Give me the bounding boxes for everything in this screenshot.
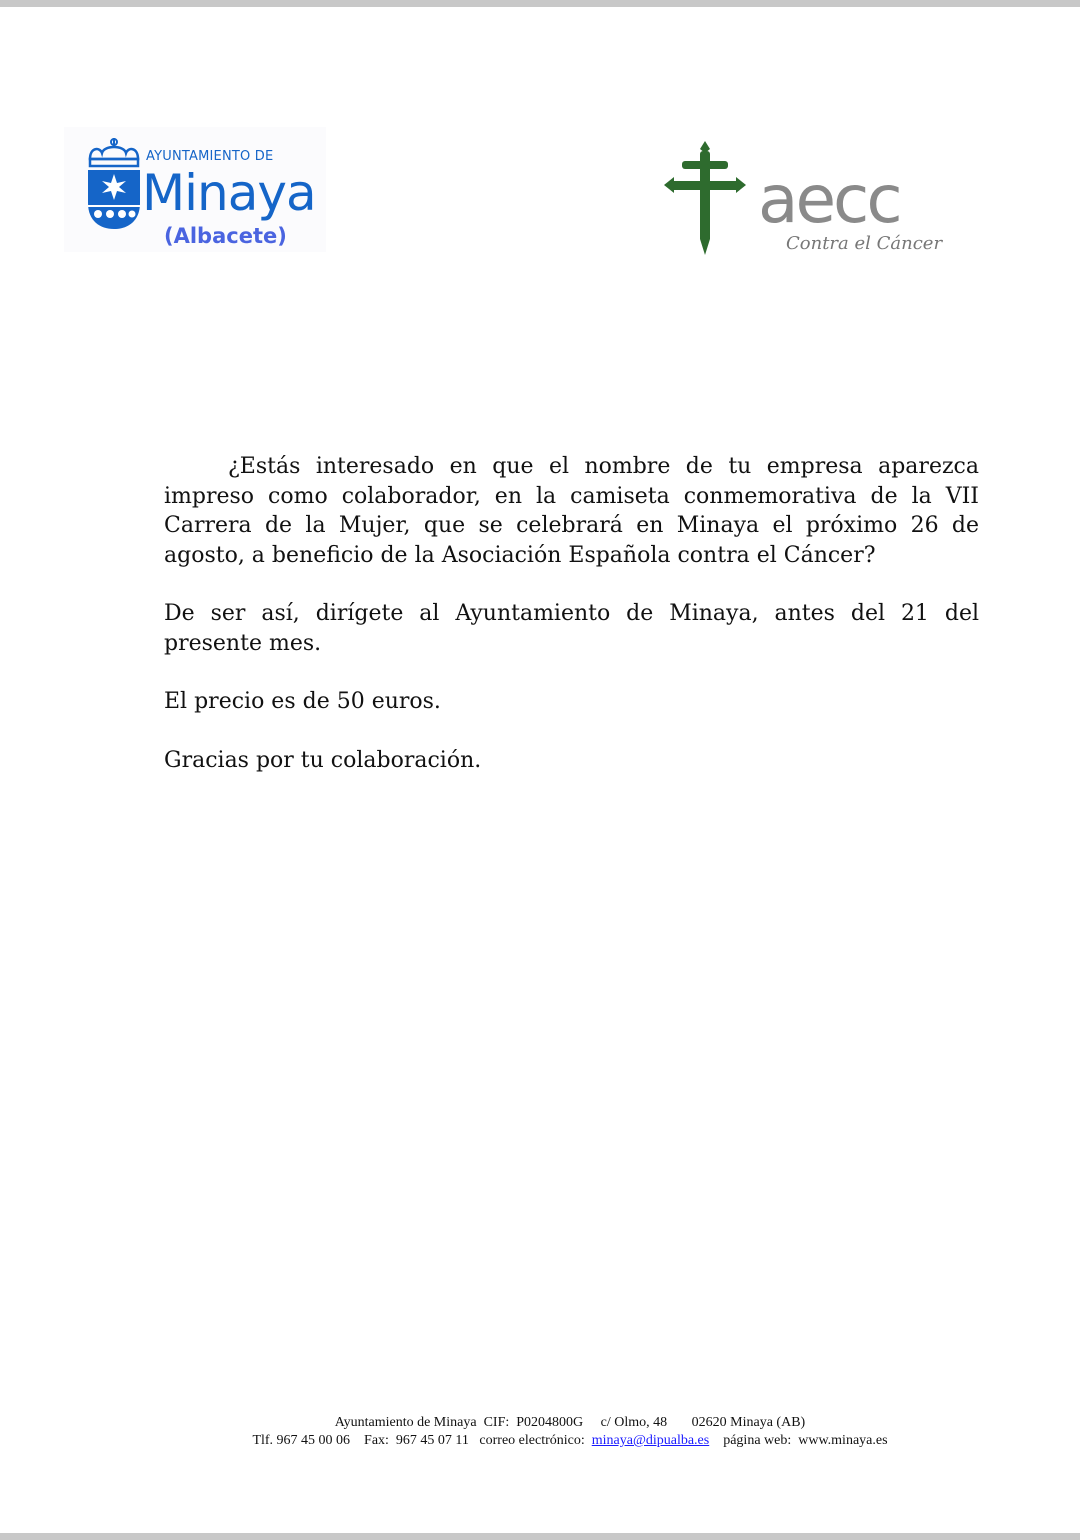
letter-paragraph-2: De ser así, dirígete al Ayuntamiento de Minaya, antes del 21 del presente mes. xyxy=(164,601,979,656)
footer-line-1 xyxy=(180,1414,960,1432)
letterhead-footer xyxy=(180,1414,960,1450)
footer-fax: Fax: 967 45 07 11 xyxy=(364,1433,469,1448)
footer-email-link[interactable]: minaya@dipualba.es xyxy=(591,1433,710,1448)
aecc-logo-name: aecc xyxy=(758,161,900,238)
minaya-logo xyxy=(64,127,326,252)
footer-phone: Tlf. 967 45 00 06 xyxy=(252,1433,351,1448)
letter-body xyxy=(164,452,979,775)
footer-web: www.minaya.es xyxy=(798,1433,888,1448)
minaya-logo-name: Minaya xyxy=(142,164,316,222)
minaya-crest-icon xyxy=(84,135,144,235)
footer-org: Ayuntamiento de Minaya xyxy=(334,1415,477,1430)
bottom-border xyxy=(0,1533,1080,1540)
aecc-logo xyxy=(660,135,956,257)
footer-cif: CIF: P0204800G xyxy=(483,1415,584,1430)
top-border xyxy=(0,0,1080,7)
aecc-logo-tagline: Contra el Cáncer xyxy=(786,233,943,254)
letter-paragraph-3: El precio es de 50 euros. xyxy=(164,689,441,714)
letter-paragraph-4: Gracias por tu colaboración. xyxy=(164,747,482,773)
minaya-logo-line1: AYUNTAMIENTO DE xyxy=(146,149,274,164)
footer-address: c/ Olmo, 48 xyxy=(600,1415,668,1430)
footer-email-label: correo electrónico: xyxy=(479,1433,585,1448)
aecc-cross-icon xyxy=(662,139,748,257)
footer-line-2 xyxy=(180,1432,960,1450)
letter-paragraph-1: ¿Estás interesado en que el nombre de tu empresa aparezca impreso como colaborador, en la camiseta conmemorativa de la VII Carrera de la Mujer, que se celebrará en Minaya el próximo 26 de agosto, a beneficio de la Asociación Española contra el Cáncer? xyxy=(164,454,979,568)
minaya-logo-province: (Albacete) xyxy=(164,224,287,248)
footer-postal: 02620 Minaya (AB) xyxy=(691,1415,806,1430)
footer-web-label: página web: xyxy=(723,1433,792,1448)
